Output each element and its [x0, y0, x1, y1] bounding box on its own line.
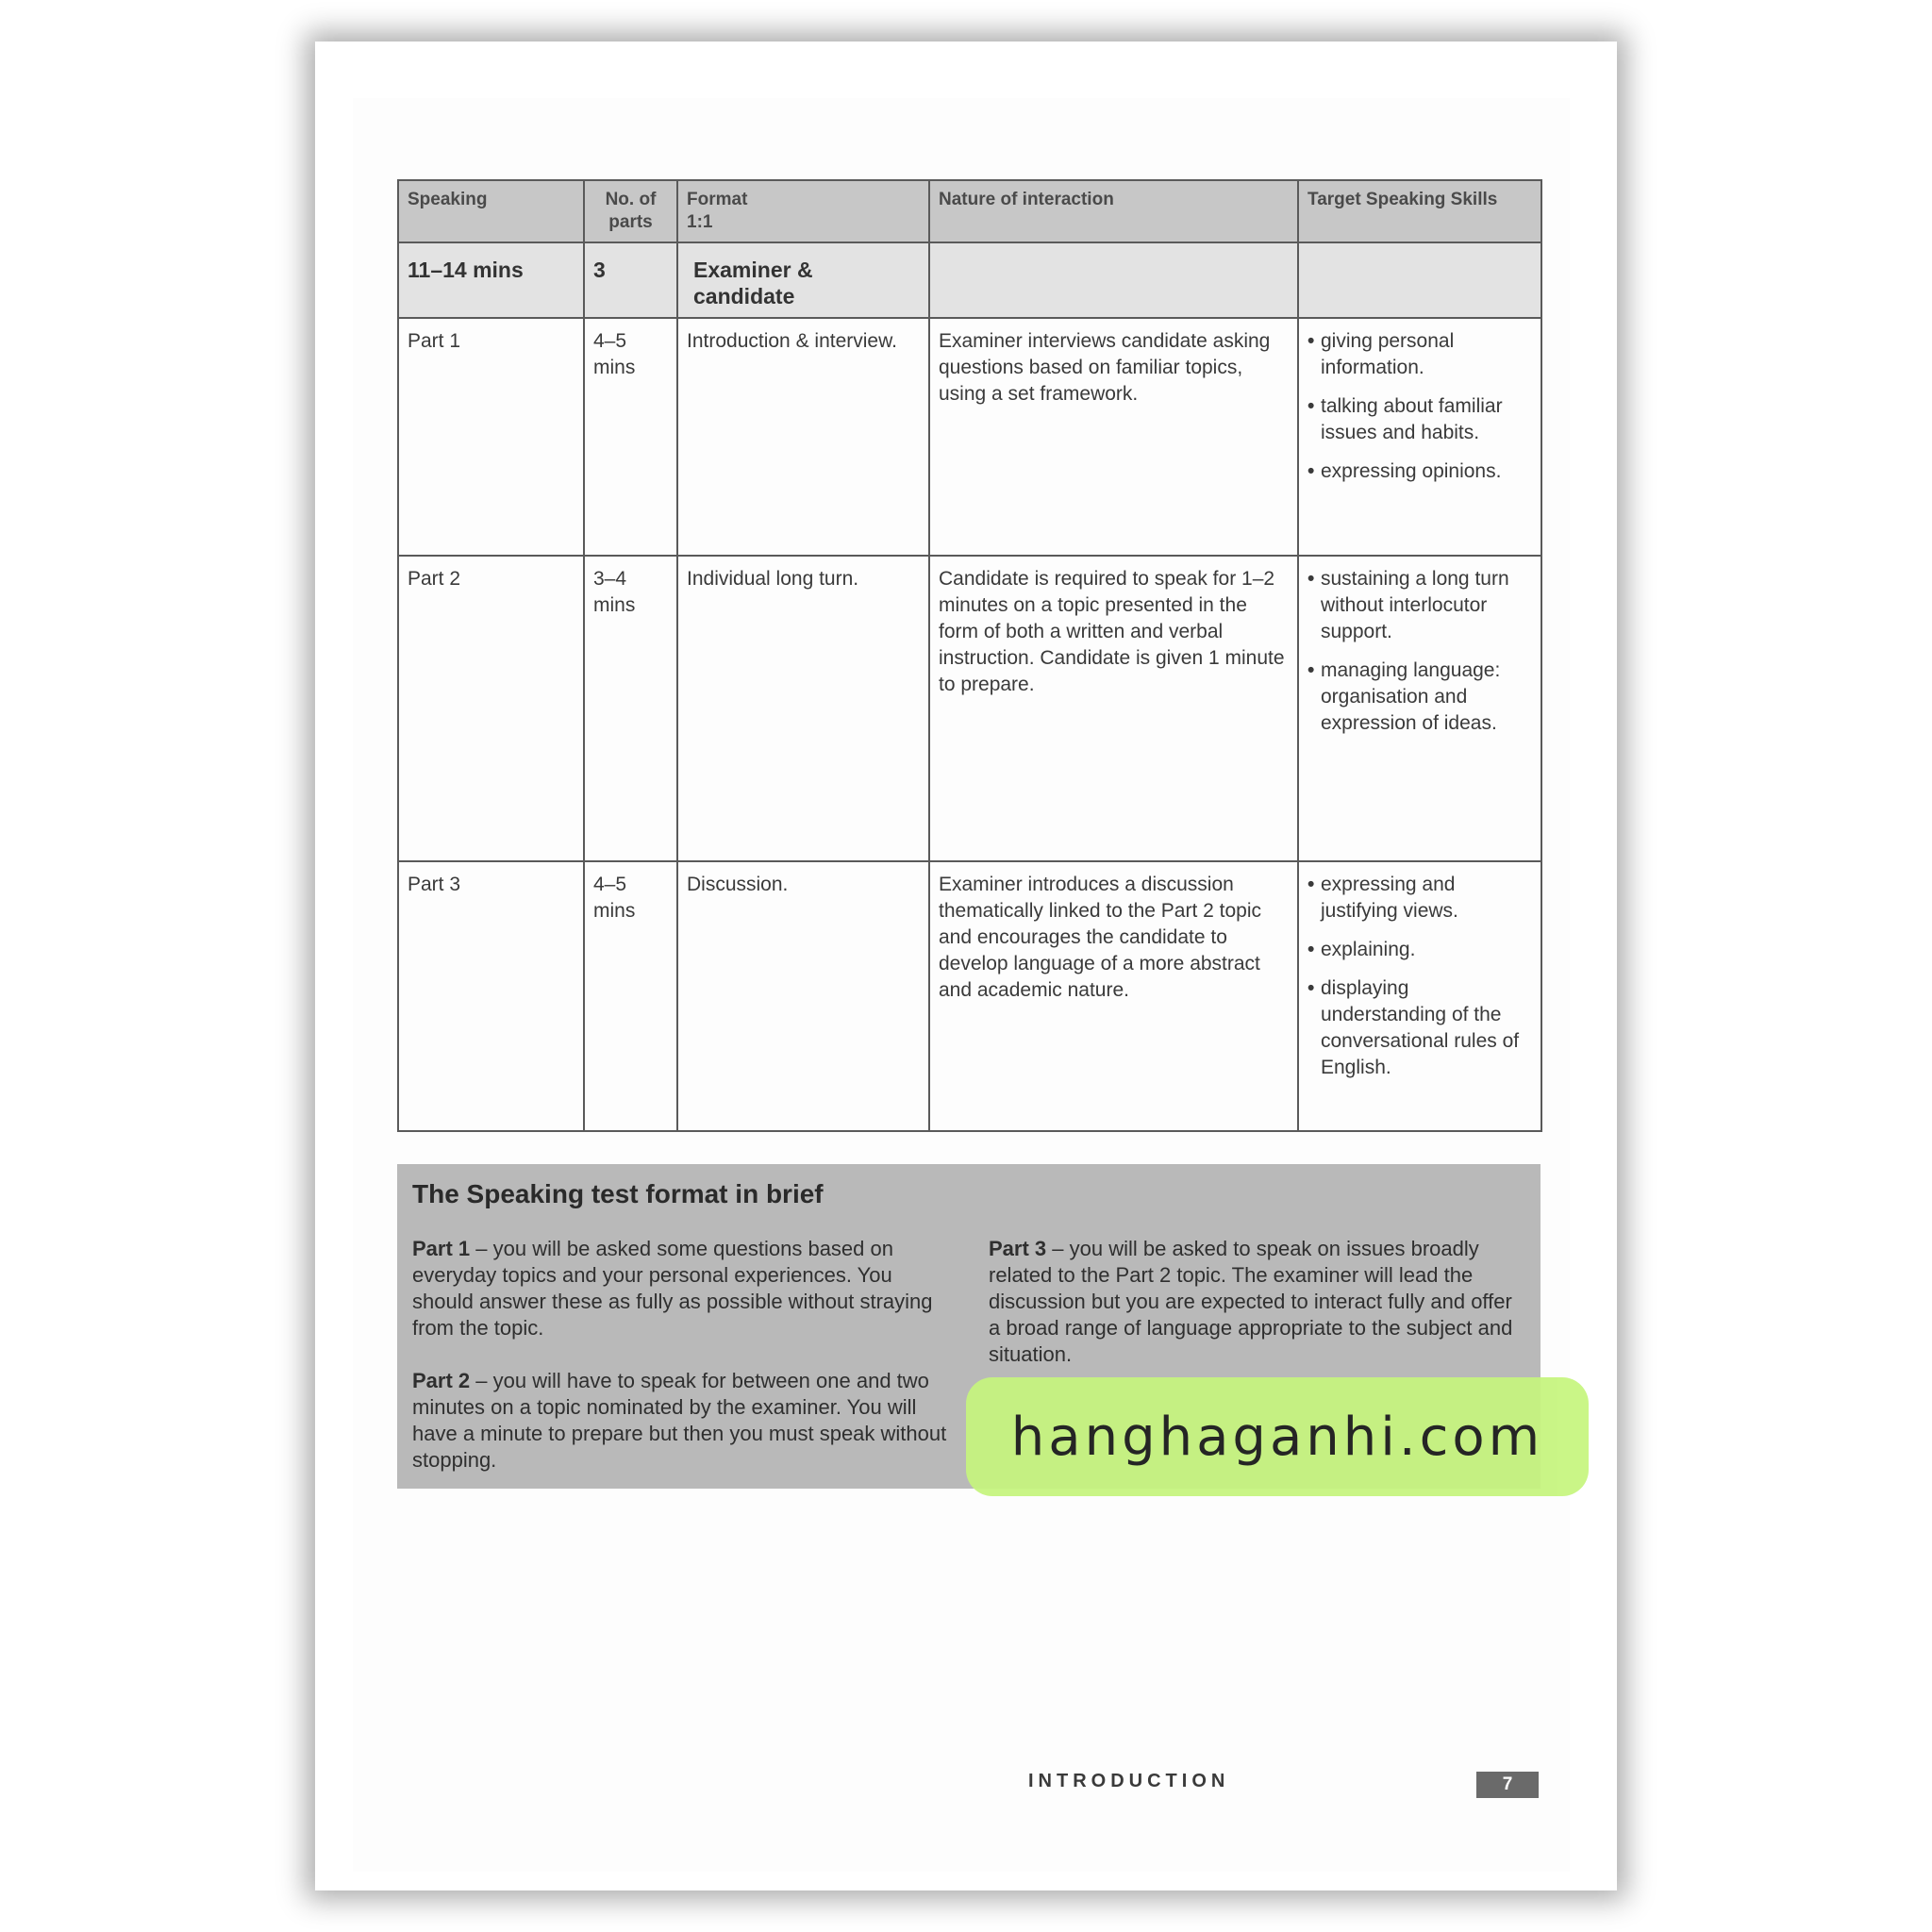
- summary-duration: 11–14 mins: [398, 242, 584, 318]
- watermark-banner: [966, 1377, 1589, 1496]
- header-format-line1: Format: [687, 190, 748, 209]
- table-row: [398, 556, 1541, 861]
- brief-part2-text: – you will have to speak for between one and two minutes on a topic nominated by the examiner. You will have a minute to prepare but then you must speak without stopping.: [412, 1369, 947, 1472]
- brief-part1: [412, 1236, 950, 1341]
- header-parts-line1: No. of: [605, 190, 657, 209]
- brief-right-column: [989, 1236, 1526, 1394]
- skill-item: • managing language: organisation and expression of ideas.: [1307, 658, 1532, 737]
- brief-part2: [412, 1368, 950, 1474]
- skill-item: • giving personal information.: [1307, 328, 1532, 381]
- row-format: Discussion.: [677, 861, 929, 1131]
- skill-item: • displaying understanding of the conversational rules of English.: [1307, 975, 1532, 1081]
- summary-format: Examiner & candidate: [677, 242, 929, 318]
- row-time-unit: mins: [593, 357, 636, 378]
- brief-part3-label: Part 3: [989, 1237, 1047, 1260]
- brief-part2-label: Part 2: [412, 1369, 471, 1392]
- row-format: Introduction & interview.: [677, 318, 929, 556]
- row-interaction: Examiner introduces a discussion thematically linked to the Part 2 topic and encourages the candidate to develop language of a more abstract and academic nature.: [929, 861, 1298, 1131]
- row-time: [584, 318, 677, 556]
- header-format-line2: 1:1: [687, 212, 713, 232]
- skills-list: [1307, 566, 1532, 737]
- skill-item: • expressing and justifying views.: [1307, 872, 1532, 924]
- header-target-speaking-skills: Target Speaking Skills: [1298, 180, 1541, 242]
- table-row: [398, 861, 1541, 1131]
- row-time-unit: mins: [593, 900, 636, 922]
- skill-item: • sustaining a long turn without interlocutor support.: [1307, 566, 1532, 645]
- speaking-spec-table: [397, 179, 1542, 1132]
- watermark-text: hanghaganhi.com: [1010, 1406, 1544, 1468]
- brief-part3: [989, 1236, 1526, 1368]
- row-format: Individual long turn.: [677, 556, 929, 861]
- header-format: [677, 180, 929, 242]
- footer-section-label: INTRODUCTION: [1028, 1771, 1230, 1791]
- summary-empty-cell: [929, 242, 1298, 318]
- brief-part3-text: – you will be asked to speak on issues broadly related to the Part 2 topic. The examiner will lead the discussion but you are expected to interact fully and offer a broad range of language appropriate to the subject and situation.: [989, 1237, 1513, 1366]
- row-part-label: Part 1: [398, 318, 584, 556]
- table-header-row: [398, 180, 1541, 242]
- row-interaction: Candidate is required to speak for 1–2 minutes on a topic presented in the form of both a written and verbal instruction. Candidate is given 1 minute to prepare.: [929, 556, 1298, 861]
- skill-item: • talking about familiar issues and habits.: [1307, 393, 1532, 446]
- table-row: [398, 318, 1541, 556]
- row-time-unit: mins: [593, 594, 636, 616]
- row-part-label: Part 2: [398, 556, 584, 861]
- summary-parts: 3: [584, 242, 677, 318]
- brief-part1-text: – you will be asked some questions based on everyday topics and your personal experiences. You should answer these as fully as possible without straying from the topic.: [412, 1237, 933, 1340]
- header-speaking: Speaking: [398, 180, 584, 242]
- row-time-value: 4–5: [593, 330, 627, 352]
- summary-row: [398, 242, 1541, 318]
- row-interaction: Examiner interviews candidate asking questions based on familiar topics, using a set framework.: [929, 318, 1298, 556]
- header-no-of-parts: [584, 180, 677, 242]
- row-part-label: Part 3: [398, 861, 584, 1131]
- row-time-value: 4–5: [593, 874, 627, 895]
- row-skills: [1298, 556, 1541, 861]
- row-time: [584, 556, 677, 861]
- header-nature-of-interaction: Nature of interaction: [929, 180, 1298, 242]
- header-parts-line2: parts: [608, 212, 653, 232]
- brief-left-column: [412, 1236, 950, 1500]
- skill-item: • expressing opinions.: [1307, 458, 1532, 485]
- skills-list: [1307, 872, 1532, 1081]
- row-time-value: 3–4: [593, 568, 627, 590]
- page-number: 7: [1476, 1772, 1539, 1798]
- row-time: [584, 861, 677, 1131]
- brief-part1-label: Part 1: [412, 1237, 471, 1260]
- summary-empty-cell: [1298, 242, 1541, 318]
- row-skills: [1298, 318, 1541, 556]
- brief-title: The Speaking test format in brief: [412, 1179, 824, 1208]
- skill-item: • explaining.: [1307, 937, 1532, 963]
- skills-list: [1307, 328, 1532, 485]
- row-skills: [1298, 861, 1541, 1131]
